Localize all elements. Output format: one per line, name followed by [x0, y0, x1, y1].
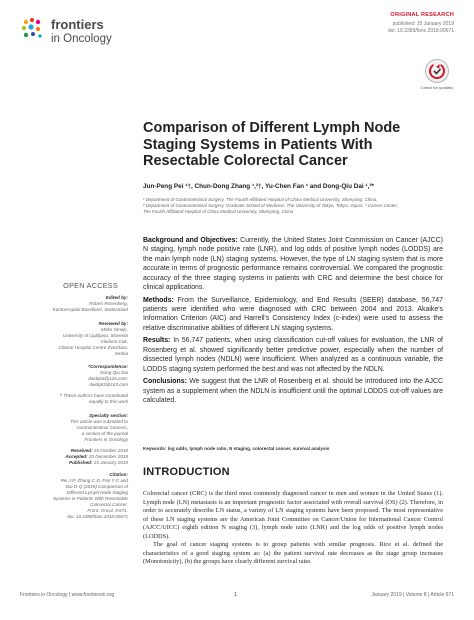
specialty-line: a section of the journal — [81, 431, 128, 436]
open-access-label: OPEN ACCESS — [63, 281, 118, 290]
conclusions-label: Conclusions: — [143, 378, 187, 386]
check-for-updates-label[interactable]: Check for updates — [420, 85, 454, 90]
citation-line: Dai D-Q (2019) Comparison of — [65, 484, 128, 489]
section-heading-introduction: INTRODUCTION — [143, 466, 230, 478]
editor-line: Robert Rosenberg, — [89, 301, 128, 306]
abstract — [143, 236, 443, 409]
published-label: Published: — [69, 460, 93, 465]
background-label: Background and Objectives: — [143, 237, 238, 244]
affiliations — [143, 197, 443, 215]
abstract-background — [143, 236, 443, 292]
abstract-conclusions — [143, 377, 443, 405]
reviewer-line: Mirko Omejc, — [100, 327, 128, 332]
results-label: Results: — [143, 337, 171, 345]
affiliation-line: The Fourth Affiliated Hospital of China Medical University, Shenyang, China — [143, 209, 294, 214]
correspondence-block — [20, 364, 128, 388]
page-number: 1 — [234, 592, 237, 598]
methods-label: Methods: — [143, 296, 174, 304]
article-type: ORIGINAL RESEARCH — [390, 12, 454, 18]
affiliation-line: ² Department of Gastrointestinal Surgery, Graduate School of Medicine, The University of Tokyo, Tokyo, Japan, ³ Cancer Center, — [143, 203, 398, 208]
frontiers-logo-icon — [20, 16, 46, 42]
background-text: Currently, the United States Joint Commission on Cancer (AJCC) N staging, lymph node positive rate (LNR), and log odds of positive lymph nodes (LODDS) are the main lymph node (LN) staging systems. However, the type of LN staging system that is more accurate in terms of prognostic performance remains controversial. We compared the prognostic accuracy of the three staging systems in patients with CRC and determine the best choice for clinical applications. — [143, 237, 443, 292]
edited-by-block — [20, 295, 128, 313]
citation-line: Front. Oncol. 8:671. — [87, 508, 128, 513]
footer-journal[interactable]: Frontiers in Oncology | www.frontiersin.org — [20, 592, 115, 598]
received-label: Received: — [70, 448, 93, 453]
methods-text: From the Surveillance, Epidemiology, and End Results (SEER) database, 56,747 patients were identified who were diagnosed with CRC between 2004 and 2013. Akaike's Information Criterion (AIC) and Harrell's Consistency Index (c-index) were used to assess the relative discriminative abilities of different LN staging systems. — [143, 296, 443, 332]
reviewed-by-label: Reviewed by: — [98, 321, 128, 326]
affiliation-line: ¹ Department of Gastrointestinal Surgery, The Fourth Affiliated Hospital of China Medical University, Shenyang, China, — [143, 197, 378, 202]
logo-wordmark: frontiers — [51, 17, 104, 32]
keywords: Keywords: log odds, lymph node ratio, N staging, colorectal cancer, survival analysis — [143, 446, 330, 451]
note-line: † These authors have contributed — [59, 393, 128, 398]
reviewer-line: University of Ljubljana, Slovenia — [62, 333, 128, 338]
citation-label: Citation: — [109, 472, 128, 477]
specialty-line: Gastrointestinal Cancers, — [76, 425, 128, 430]
specialty-block — [20, 413, 128, 443]
intro-paragraph: Colorectal cancer (CRC) is the third most commonly diagnosed cancer in men and women in the United States (1). Lymph node (LN) metastasis is an important prognostic factor associated with overall survival (OS) (2). Therefore, in order to accurately describe LN status, a variety of LN staging systems have been proposed. The most representative of these LN staging systems are the American Joint Committee on Cancer/Union for International Cancer Control (AJCC/UICC) eighth edition N staging (3), lymph node ratio (LNR) and the log odds of positive lymph nodes (LODDS). — [143, 490, 443, 540]
footer-issue: January 2019 | Volume 8 | Article 671 — [371, 592, 454, 598]
introduction-body — [143, 490, 443, 567]
abstract-results — [143, 336, 443, 374]
author-list: Jun-Peng Pei ¹†, Chun-Dong Zhang ¹,²†, Yu-Chen Fan ¹ and Dong-Qiu Dai ¹,³* — [143, 183, 375, 190]
abstract-methods — [143, 296, 443, 334]
published-value: 15 January 2019 — [93, 460, 128, 465]
specialty-line: This article was submitted to — [70, 419, 128, 424]
citation-doi[interactable]: doi: 10.3389/fonc.2018.00671 — [67, 514, 128, 519]
equal-contribution-note — [20, 393, 128, 405]
conclusions-text: We suggest that the LNR of Rosenberg et al. should be introduced into the AJCC system as a supplement when the NDLN is insufficient until the optimal LODDS cut-off values are calculated. — [143, 378, 443, 405]
correspondent-name: Dong-Qiu Dai — [100, 370, 128, 375]
specialty-label: Specialty section: — [88, 413, 128, 418]
citation-line: Pei J-P, Zhang C-D, Fan Y-C and — [60, 478, 128, 483]
reviewer-line: Clinical Hospital Centre Zvezdara, — [58, 345, 128, 350]
edited-by-label: Edited by: — [105, 295, 128, 300]
published-date-side — [20, 460, 128, 466]
publication-info — [388, 21, 454, 34]
published-date: published: 15 January 2019 — [392, 21, 454, 27]
intro-paragraph: The goal of cancer staging systems is to group patients with similar prognosis. Rice et al. defined the characteristics of a good staging system as: (a) the patient survival rate decreases as the stage group increases (Monotonicity), (b) the groups have clearly different survival rates — [143, 541, 443, 565]
editor-line: Kantonsspital Baselland, Switzerland — [52, 307, 128, 312]
article-title: Comparison of Different Lymph Node Staging Systems in Patients With Resectable Colorectal Cancer — [143, 120, 401, 169]
reviewed-by-block — [20, 321, 128, 357]
dates-block — [20, 448, 128, 466]
check-for-updates-icon[interactable] — [424, 58, 450, 84]
citation-line: Different Lymph Node Staging — [66, 490, 128, 495]
accepted-label: Accepted: — [65, 454, 88, 459]
doi-link[interactable]: doi: 10.3389/fonc.2018.00671 — [387, 27, 454, 34]
results-text: In 56,747 patients, when using classification cut-off values for evaluation, the LNR of Rosenberg et al. showed significantly better predictive power, especially when the number of dissected lymph nodes (NDLN) were insufficient. When analyzed as a continuous variable, the LODDS staging system performed the best and was not affected by the NDLN. — [143, 337, 443, 373]
reviewer-line: Vladimir Cuk, — [100, 339, 128, 344]
correspondent-email[interactable]: daidq63@126.com; — [88, 376, 128, 381]
citation-block — [20, 472, 128, 520]
note-line: equally to this work — [88, 399, 128, 404]
logo-journal-name: in Oncology — [51, 33, 112, 45]
citation-line: Colorectal Cancer. — [90, 502, 128, 507]
reviewer-line: Serbia — [114, 351, 128, 356]
citation-line: Systems in Patients With Resectable — [52, 496, 128, 501]
specialty-line: Frontiers in Oncology — [84, 437, 128, 442]
correspondent-email[interactable]: daidq63@163.com — [89, 382, 128, 387]
accepted-value: 20 December 2018 — [88, 454, 128, 459]
correspondence-label: *Correspondence: — [88, 364, 128, 369]
received-value: 25 October 2018 — [93, 448, 128, 453]
journal-logo[interactable] — [20, 16, 140, 52]
